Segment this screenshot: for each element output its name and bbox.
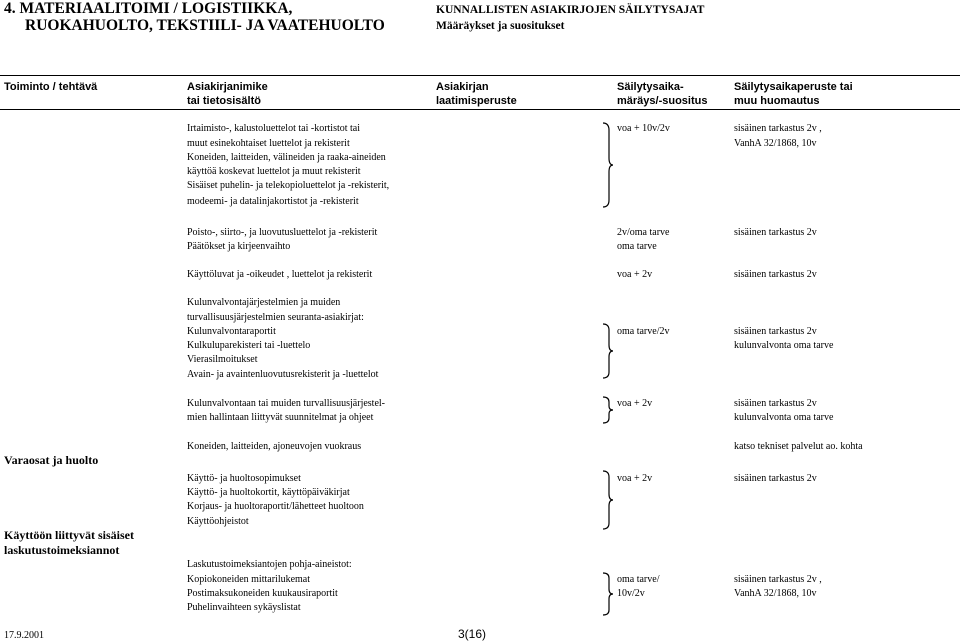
page-number: 3(16) bbox=[458, 627, 487, 641]
header-bottom-rule bbox=[0, 109, 960, 110]
row-name: Koneiden, laitteiden, ajoneuvojen vuokraus bbox=[187, 441, 362, 452]
grouping-brace bbox=[602, 396, 614, 424]
row-time: voa + 10v/2v bbox=[617, 123, 670, 134]
row-name: Laskutustoimeksiantojen pohja-aineistot: bbox=[187, 559, 352, 570]
row-name: modeemi- ja datalinjakortistot ja -rekisterit bbox=[187, 196, 359, 207]
row-note: sisäinen tarkastus 2v bbox=[734, 326, 817, 337]
row-note: VanhA 32/1868, 10v bbox=[734, 138, 817, 149]
row-name: Avain- ja avaintenluovutusrekisterit ja -luettelot bbox=[187, 369, 379, 380]
col-header-huomautus: muu huomautus bbox=[734, 95, 820, 107]
grouping-brace bbox=[602, 323, 614, 379]
col-header-sailytysaika: Säilytysaika- bbox=[617, 81, 684, 93]
row-note: sisäinen tarkastus 2v bbox=[734, 398, 817, 409]
col-header-toiminto: Toiminto / tehtävä bbox=[4, 81, 98, 93]
row-time: oma tarve/2v bbox=[617, 326, 670, 337]
row-name: Poisto-, siirto-, ja luovutusluettelot ja -rekisterit bbox=[187, 227, 378, 238]
row-note: VanhA 32/1868, 10v bbox=[734, 588, 817, 599]
section-title-line1: 4. MATERIAALITOIMI / LOGISTIIKKA, bbox=[4, 0, 293, 17]
grouping-brace bbox=[602, 470, 614, 530]
document-subtitle: Määräykset ja suositukset bbox=[436, 20, 565, 32]
row-time: 2v/oma tarve bbox=[617, 227, 670, 238]
row-name: Käyttöluvat ja -oikeudet , luettelot ja rekisterit bbox=[187, 269, 373, 280]
grouping-brace bbox=[602, 122, 614, 208]
row-name: Päätökset ja kirjeenvaihto bbox=[187, 241, 291, 252]
col-header-asiakirjanimike-2: tai tietosisältö bbox=[187, 95, 261, 107]
row-name: Postimaksukoneiden kuukausiraportit bbox=[187, 588, 338, 599]
col-header-maarays: märäys/-suositus bbox=[617, 95, 708, 107]
section-title-line2: RUOKAHUOLTO, TEKSTIILI- JA VAATEHUOLTO bbox=[25, 17, 385, 34]
row-name: Puhelinvaihteen sykäyslistat bbox=[187, 602, 301, 613]
row-note: sisäinen tarkastus 2v bbox=[734, 269, 817, 280]
row-name: Kopiokoneiden mittarilukemat bbox=[187, 574, 311, 585]
row-name: muut esinekohtaiset luettelot ja rekisterit bbox=[187, 138, 350, 149]
row-name: Kulunvalvontajärjestelmien ja muiden bbox=[187, 297, 341, 308]
row-name: Koneiden, laitteiden, välineiden ja raaka-aineiden bbox=[187, 152, 386, 163]
grouping-brace bbox=[602, 572, 614, 616]
row-name: Käyttöohjeistot bbox=[187, 516, 249, 527]
header-top-rule bbox=[0, 75, 960, 76]
section-heading-laskutus: laskutustoimeksiannot bbox=[4, 543, 120, 557]
row-name: Sisäiset puhelin- ja telekopioluettelot ja -rekisterit, bbox=[187, 180, 390, 191]
row-note: kulunvalvonta oma tarve bbox=[734, 412, 834, 423]
row-note: sisäinen tarkastus 2v , bbox=[734, 574, 822, 585]
row-name: mien hallintaan liittyvät suunnitelmat ja ohjeet bbox=[187, 412, 374, 423]
row-name: Kulunvalvontaan tai muiden turvallisuusjärjestel- bbox=[187, 398, 386, 409]
row-name: Kulunvalvontaraportit bbox=[187, 326, 276, 337]
col-header-peruste: Säilytysaikaperuste tai bbox=[734, 81, 853, 93]
row-time: voa + 2v bbox=[617, 473, 653, 484]
row-name: käyttöä koskevat luettelot ja muut rekisterit bbox=[187, 166, 361, 177]
row-name: Käyttö- ja huoltosopimukset bbox=[187, 473, 301, 484]
footer-date: 17.9.2001 bbox=[4, 630, 44, 641]
section-heading-varaosat: Varaosat ja huolto bbox=[4, 453, 99, 467]
row-name: Korjaus- ja huoltoraportit/lähetteet huoltoon bbox=[187, 501, 364, 512]
row-name: Käyttö- ja huoltokortit, käyttöpäiväkirjat bbox=[187, 487, 350, 498]
row-name: Kulkuluparekisteri tai -luettelo bbox=[187, 340, 311, 351]
row-name: Irtaimisto-, kalustoluettelot tai -kortistot tai bbox=[187, 123, 361, 134]
row-note: sisäinen tarkastus 2v , bbox=[734, 123, 822, 134]
row-time: oma tarve bbox=[617, 241, 657, 252]
row-time: 10v/2v bbox=[617, 588, 645, 599]
row-note: sisäinen tarkastus 2v bbox=[734, 227, 817, 238]
col-header-laatimisperuste: laatimisperuste bbox=[436, 95, 517, 107]
row-note: kulunvalvonta oma tarve bbox=[734, 340, 834, 351]
row-name: turvallisuusjärjestelmien seuranta-asiakirjat: bbox=[187, 312, 364, 323]
row-name: Vierasilmoitukset bbox=[187, 354, 258, 365]
section-heading-kayttoon: Käyttöön liittyvät sisäiset bbox=[4, 528, 134, 542]
row-note: sisäinen tarkastus 2v bbox=[734, 473, 817, 484]
col-header-asiakirjan: Asiakirjan bbox=[436, 81, 489, 93]
row-time: voa + 2v bbox=[617, 398, 653, 409]
col-header-asiakirjanimike: Asiakirjanimike bbox=[187, 81, 268, 93]
row-time: oma tarve/ bbox=[617, 574, 660, 585]
row-time: voa + 2v bbox=[617, 269, 653, 280]
document-title: KUNNALLISTEN ASIAKIRJOJEN SÄILYTYSAJAT bbox=[436, 4, 705, 16]
row-note: katso tekniset palvelut ao. kohta bbox=[734, 441, 863, 452]
